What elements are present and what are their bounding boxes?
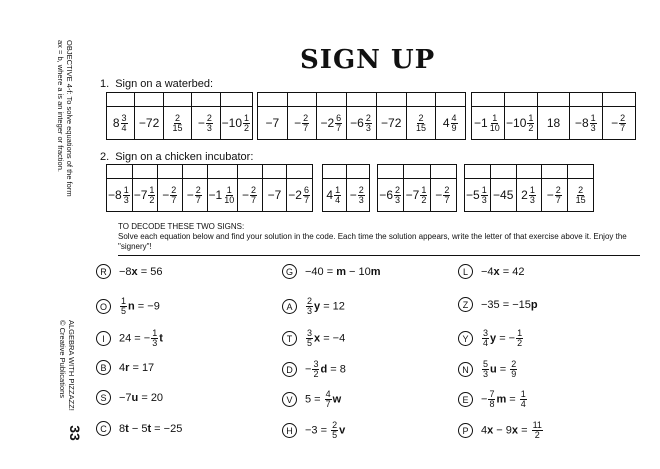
code-value: −7 <box>267 188 282 202</box>
incubator-cell <box>207 165 238 211</box>
equation-e <box>458 390 528 409</box>
answer-blank[interactable] <box>431 165 456 179</box>
equation-text: $\frac{1}{5}$ n = −9 <box>121 296 160 316</box>
incubator-cell <box>403 165 429 211</box>
answer-blank[interactable] <box>133 165 158 179</box>
code-value: − 10 $\frac{1}{2}$ <box>221 112 250 133</box>
waterbed-cell <box>316 93 346 139</box>
equation-z <box>458 297 538 312</box>
equation-b <box>96 360 154 375</box>
answer-blank[interactable] <box>183 165 207 179</box>
letter-circle: L <box>458 264 473 279</box>
answer-blank[interactable] <box>192 93 219 107</box>
answer-blank[interactable] <box>404 165 429 179</box>
letter-circle: H <box>282 423 297 438</box>
answer-blank[interactable] <box>208 165 238 179</box>
incubator-cell <box>346 165 370 211</box>
answer-blank[interactable] <box>238 165 262 179</box>
answer-blank[interactable] <box>570 93 602 107</box>
equation-text: $\frac{3}{5}$ x = −4 <box>307 328 346 348</box>
code-value: − 7 $\frac{1}{2}$ <box>405 184 427 205</box>
equation-s <box>96 390 163 405</box>
incubator-cell <box>541 165 567 211</box>
code-value: − $\frac{2}{7}$ <box>546 184 561 205</box>
equation-text: 4x − 9x = $\frac{11}{2}$ <box>481 420 542 440</box>
code-value: − 7 $\frac{1}{2}$ <box>133 184 155 205</box>
equation-text: −40 = m − 10m <box>305 265 381 278</box>
equation-d <box>282 360 346 379</box>
equation-r <box>96 264 162 279</box>
code-value: − $\frac{2}{7}$ <box>611 112 626 133</box>
equation-o <box>96 297 160 316</box>
waterbed-cell <box>258 93 287 139</box>
incubator-cell <box>286 165 312 211</box>
waterbed-cell <box>537 93 570 139</box>
problem-2-number: 2. <box>100 151 110 163</box>
equation-h <box>282 421 345 440</box>
answer-blank[interactable] <box>135 93 162 107</box>
answer-blank[interactable] <box>538 93 570 107</box>
problem-2-label <box>100 151 253 163</box>
equation-text: −4x = 42 <box>481 265 525 278</box>
code-value: − 2 $\frac{6}{7}$ <box>320 112 342 133</box>
equation-text: − $\frac{3}{2}$ d = 8 <box>305 359 346 379</box>
letter-circle: S <box>96 390 111 405</box>
letter-circle: C <box>96 421 111 436</box>
waterbed-cell <box>569 93 602 139</box>
code-value: − 1 $\frac{1}{10}$ <box>474 112 500 133</box>
equation-t <box>282 329 345 348</box>
waterbed-cell <box>107 93 134 139</box>
equation-p <box>458 421 544 440</box>
incubator-cell <box>490 165 516 211</box>
answer-blank[interactable] <box>221 93 252 107</box>
equation-text: −8x = 56 <box>119 265 163 278</box>
incubator-cell <box>237 165 262 211</box>
answer-blank[interactable] <box>491 165 516 179</box>
objective-line-2: ax = b, where a is an integer or fraction. <box>56 40 65 172</box>
letter-circle: Y <box>458 331 473 346</box>
letter-circle: T <box>282 331 297 346</box>
incubator-cell <box>516 165 542 211</box>
incubator-cell <box>132 165 158 211</box>
waterbed-cell <box>220 93 252 139</box>
letter-circle: I <box>96 331 111 346</box>
equation-i <box>96 329 163 348</box>
equation-a <box>282 297 345 316</box>
answer-blank[interactable] <box>377 93 406 107</box>
equation-text: $\frac{2}{3}$ y = 12 <box>307 296 345 316</box>
publisher-line-2: © Creative Publications <box>58 320 67 399</box>
equation-text: $\frac{5}{3}$ u = $\frac{2}{9}$ <box>483 359 517 379</box>
equation-text: $\frac{3}{4}$ y = − $\frac{1}{2}$ <box>483 328 523 348</box>
answer-blank[interactable] <box>258 93 287 107</box>
incubator-cell <box>262 165 287 211</box>
letter-circle: N <box>458 362 473 377</box>
code-value: 18 <box>546 116 561 130</box>
equation-v <box>282 390 341 409</box>
code-value: − 1 $\frac{1}{10}$ <box>208 184 235 205</box>
equation-l <box>458 264 524 279</box>
answer-blank[interactable] <box>542 165 567 179</box>
equation-text: −35 = −15p <box>481 298 538 311</box>
answer-blank[interactable] <box>347 165 370 179</box>
incubator-cell <box>107 165 132 211</box>
letter-circle: E <box>458 392 473 407</box>
equation-text: 4r = 17 <box>119 361 155 374</box>
answer-blank[interactable] <box>164 93 191 107</box>
code-value: 2 $\frac{1}{3}$ <box>521 184 535 205</box>
publisher-line-1: ALGEBRA WITH PIZZAZZ! <box>67 320 76 411</box>
waterbed-cell <box>134 93 162 139</box>
code-value: − $\frac{2}{7}$ <box>435 184 450 205</box>
equation-c <box>96 421 182 436</box>
letter-circle: P <box>458 423 473 438</box>
incubator-box-3 <box>377 164 457 212</box>
code-value: −72 <box>381 116 402 130</box>
incubator-cell <box>323 165 346 211</box>
waterbed-cell <box>376 93 406 139</box>
waterbed-cell <box>287 93 317 139</box>
letter-circle: G <box>282 264 297 279</box>
waterbed-cell <box>504 93 537 139</box>
code-value: 4 $\frac{4}{9}$ <box>442 112 457 133</box>
code-value: − 5 $\frac{1}{3}$ <box>466 184 487 205</box>
answer-blank[interactable] <box>505 93 537 107</box>
answer-blank[interactable] <box>288 93 317 107</box>
code-value: − $\frac{2}{7}$ <box>186 184 201 205</box>
answer-blank[interactable] <box>436 93 465 107</box>
answer-blank[interactable] <box>263 165 287 179</box>
answer-blank[interactable] <box>347 93 376 107</box>
waterbed-box-1 <box>106 92 253 140</box>
code-value: $\frac{2}{15}$ <box>415 112 426 133</box>
waterbed-cell <box>435 93 465 139</box>
answer-blank[interactable] <box>287 165 312 179</box>
incubator-cell <box>567 165 593 211</box>
equation-y <box>458 329 524 348</box>
waterbed-cell <box>346 93 376 139</box>
page-title: SIGN UP <box>300 45 436 75</box>
incubator-cell <box>430 165 456 211</box>
letter-circle: B <box>96 360 111 375</box>
answer-blank[interactable] <box>317 93 346 107</box>
letter-circle: V <box>282 392 297 407</box>
problem-2-text: Sign on a chicken incubator: <box>115 151 254 163</box>
decode-heading: TO DECODE THESE TWO SIGNS: <box>118 222 245 231</box>
equation-text: 8t − 5t = −25 <box>119 422 183 435</box>
equation-n <box>458 360 518 379</box>
code-value: − $\frac{2}{3}$ <box>197 112 212 133</box>
answer-blank[interactable] <box>517 165 542 179</box>
letter-circle: D <box>282 362 297 377</box>
problem-1-number: 1. <box>100 78 110 90</box>
incubator-box-2 <box>322 164 370 212</box>
decode-instructions <box>118 222 638 252</box>
equation-text: −7u = 20 <box>119 391 164 404</box>
equation-text: 5 = $\frac{4}{7}$ w <box>305 389 342 409</box>
code-value: − 6 $\frac{2}{3}$ <box>379 184 401 205</box>
equation-g <box>282 264 381 279</box>
page-number: 33 <box>66 425 83 441</box>
code-value: − 8 $\frac{1}{3}$ <box>108 184 129 205</box>
waterbed-cell <box>191 93 219 139</box>
answer-blank[interactable] <box>407 93 436 107</box>
equation-text: −3 = $\frac{2}{5}$ v <box>305 420 346 440</box>
waterbed-box-2 <box>257 92 466 140</box>
code-value: 8 $\frac{3}{4}$ <box>112 112 127 133</box>
waterbed-cell <box>602 93 635 139</box>
incubator-cell <box>157 165 182 211</box>
waterbed-cell <box>472 93 504 139</box>
waterbed-box-3 <box>471 92 636 140</box>
objective-side-text <box>56 40 74 220</box>
code-value: − $\frac{2}{7}$ <box>241 184 256 205</box>
code-value: −72 <box>138 116 160 130</box>
problem-1-label <box>100 78 213 90</box>
incubator-cell <box>465 165 490 211</box>
equation-text: 24 = − $\frac{1}{3}$ t <box>119 328 163 348</box>
equation-text: − $\frac{7}{8}$ m = $\frac{1}{4}$ <box>481 389 526 409</box>
problem-1-text: Sign on a waterbed: <box>115 78 214 90</box>
code-value: − 2 $\frac{6}{7}$ <box>288 184 309 205</box>
answer-blank[interactable] <box>158 165 182 179</box>
code-value: 4 $\frac{1}{4}$ <box>326 184 341 205</box>
answer-blank[interactable] <box>465 165 490 179</box>
answer-blank[interactable] <box>378 165 403 179</box>
objective-line-1: OBJECTIVE 4-f: To solve equations of the form <box>65 40 74 197</box>
answer-blank[interactable] <box>472 93 504 107</box>
divider <box>118 255 640 256</box>
code-value: − $\frac{2}{7}$ <box>294 112 309 133</box>
code-value: −45 <box>493 188 514 202</box>
answer-blank[interactable] <box>107 165 132 179</box>
letter-circle: A <box>282 299 297 314</box>
waterbed-cell <box>406 93 436 139</box>
incubator-box-1 <box>106 164 313 212</box>
incubator-box-4 <box>464 164 594 212</box>
waterbed-cell <box>163 93 191 139</box>
answer-blank[interactable] <box>323 165 346 179</box>
code-value: $\frac{2}{15}$ <box>172 112 183 133</box>
code-value: −7 <box>265 116 280 130</box>
code-value: − $\frac{2}{7}$ <box>162 184 177 205</box>
code-value: − 8 $\frac{1}{3}$ <box>574 112 596 133</box>
code-value: − $\frac{2}{3}$ <box>349 184 364 205</box>
incubator-cell <box>378 165 403 211</box>
answer-blank[interactable] <box>568 165 593 179</box>
answer-blank[interactable] <box>603 93 635 107</box>
code-value: − 10 $\frac{1}{2}$ <box>506 112 534 133</box>
incubator-cell <box>182 165 207 211</box>
answer-blank[interactable] <box>107 93 134 107</box>
letter-circle: Z <box>458 297 473 312</box>
decode-body: Solve each equation below and find your solution in the code. Each time the solution appears, write the letter of that exercise above it. Enjoy the "signery"! <box>118 232 627 251</box>
letter-circle: O <box>96 299 111 314</box>
code-value: $\frac{2}{15}$ <box>575 184 586 205</box>
letter-circle: R <box>96 264 111 279</box>
code-value: − 6 $\frac{2}{3}$ <box>350 112 371 133</box>
